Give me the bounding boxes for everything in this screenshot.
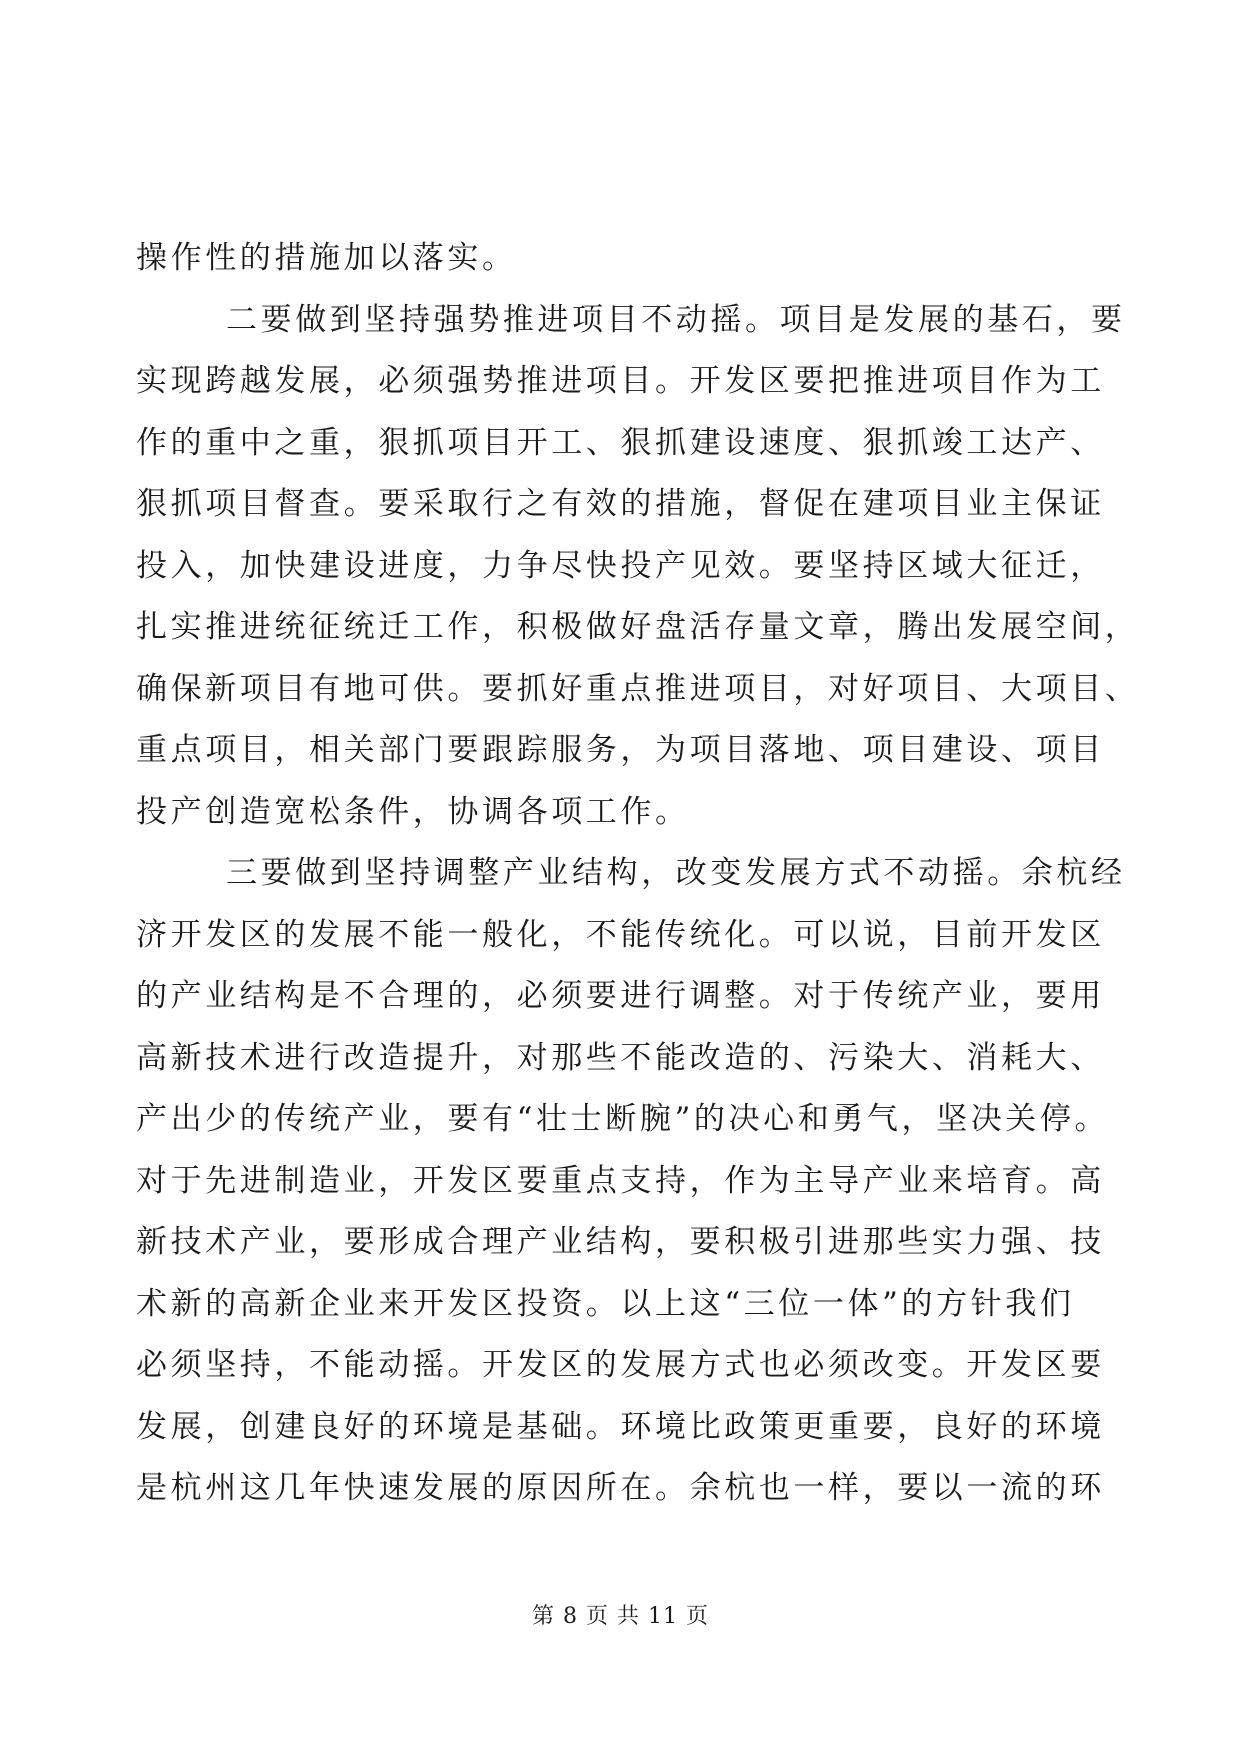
text-line: 投入，加快建设进度，力争尽快投产见效。要坚持区域大征迁，: [136, 547, 1105, 584]
text-line: 投产创造宽松条件，协调各项工作。: [136, 793, 690, 830]
text-line: 发展，创建良好的环境是基础。环境比政策更重要，良好的环境: [136, 1408, 1105, 1445]
text-line: 对于先进制造业，开发区要重点支持，作为主导产业来培育。高: [136, 1162, 1105, 1199]
text-line: 新技术产业，要形成合理产业结构，要积极引进那些实力强、技: [136, 1224, 1105, 1260]
text-line: 作的重中之重，狠抓项目开工、狠抓建设速度、狠抓竣工达产、: [136, 424, 1105, 461]
paragraph-first-line: 三要做到坚持调整产业结构，改变发展方式不动摇。余杭经: [226, 855, 1126, 891]
text-line: 济开发区的发展不能一般化，不能传统化。可以说，目前开发区: [136, 916, 1105, 953]
text-line: 实现跨越发展，必须强势推进项目。开发区要把推进项目作为工: [136, 363, 1105, 399]
paragraph-first-line: 二要做到坚持强势推进项目不动摇。项目是发展的基石，要: [226, 301, 1126, 338]
text-line: 狠抓项目督查。要采取行之有效的措施，督促在建项目业主保证: [136, 486, 1105, 522]
text-line: 术新的高新企业来开发区投资。以上这“三位一体”的方针我们: [136, 1285, 1075, 1322]
page-footer: 第 8 页 共 11 页: [532, 1604, 709, 1629]
text-line: 产出少的传统产业，要有“壮士断腕”的决心和勇气，坚决关停。: [136, 1101, 1110, 1137]
text-line: 高新技术进行改造提升，对那些不能改造的、污染大、消耗大、: [136, 1039, 1105, 1076]
text-line: 操作性的措施加以落实。: [136, 240, 517, 276]
text-line: 扎实推进统征统迁工作，积极做好盘活存量文章，腾出发展空间，: [136, 609, 1140, 645]
body-text: [136, 228, 1140, 1520]
text-line: 确保新项目有地可供。要抓好重点推进项目，对好项目、大项目、: [136, 670, 1140, 707]
text-line: 重点项目，相关部门要跟踪服务，为项目落地、项目建设、项目: [136, 732, 1105, 768]
text-line: 是杭州这几年快速发展的原因所在。余杭也一样，要以一流的环: [136, 1470, 1105, 1506]
text-line: 的产业结构是不合理的，必须要进行调整。对于传统产业，要用: [136, 978, 1105, 1014]
text-line: 必须坚持，不能动摇。开发区的发展方式也必须改变。开发区要: [136, 1347, 1105, 1383]
